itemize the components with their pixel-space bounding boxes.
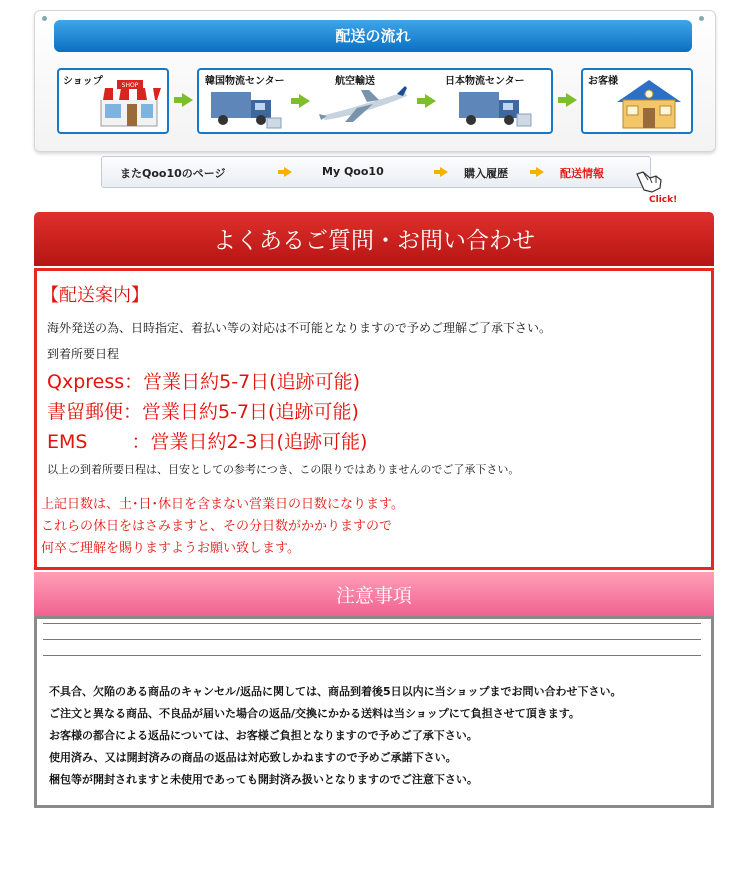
- flow-step-customer: [581, 68, 693, 134]
- shipping-info-box: [34, 268, 714, 570]
- hand-cursor-icon: [634, 168, 664, 194]
- caution-line: 梱包等が開封されますと未使用であっても開封済み扱いとなりますのでご注意下さい。: [49, 773, 478, 786]
- flow-arrow: [425, 94, 436, 108]
- truck-icon: [207, 84, 283, 130]
- caution-title: 注意事項: [335, 585, 412, 607]
- breadcrumb-item-delivery-info[interactable]: 配送情報: [560, 167, 604, 180]
- schedule-disclaimer: 以上の到着所要日程は、目安としての参考につき、この限りではありませんのでご了承下さい。: [47, 463, 520, 476]
- flow-arrow: [566, 93, 577, 107]
- caution-line: ご注文と異なる商品、不良品が届いた場合の返品/交換にかかる送料は当ショップにて負担させて頂きます。: [49, 707, 580, 720]
- shipping-info-intro: 海外発送の為、日時指定、着払い等の対応は不可能となりますので予めご理解ご了承下さい。: [47, 321, 552, 335]
- flow-arrow: [182, 93, 193, 107]
- flow-step-shop: [57, 68, 169, 134]
- click-label: Click!: [649, 195, 678, 205]
- caution-line: お客様の都合による返品については、お客様ご負担となりますので予めご了承下さい。: [49, 729, 478, 742]
- delivery-flow-title: 配送の流れ: [54, 20, 692, 52]
- schedule-qxpress: Qxpress：営業日約5-7日(追跡可能): [47, 371, 360, 393]
- flow-step-label: 航空輸送: [335, 76, 375, 87]
- flow-step-label: ショップ: [63, 76, 103, 87]
- panel-dot: [699, 16, 704, 21]
- breadcrumb-item-qoo10-page[interactable]: またQoo10のページ: [120, 167, 226, 180]
- shop-sign: SHOP: [121, 82, 139, 89]
- airplane-icon: [317, 86, 409, 126]
- breadcrumb-arrow-icon: [536, 167, 544, 177]
- caution-line: 不具合、欠陥のある商品のキャンセル/返品に関しては、商品到着後5日以内に当ショップまでお問い合わせ下さい。: [49, 685, 622, 698]
- caution-box: [34, 616, 714, 808]
- faq-title: よくあるご質問・お問い合わせ: [213, 228, 535, 254]
- flow-step-label: 韓国物流センター: [205, 76, 285, 87]
- panel-dot: [42, 16, 47, 21]
- business-days-note: これらの休日をはさみますと、その分日数がかかりますので: [41, 519, 393, 534]
- schedule-ems: EMS ：営業日約2-3日(追跡可能): [47, 431, 368, 453]
- breadcrumb-item-purchase-history[interactable]: 購入履歴: [464, 167, 508, 180]
- divider: [43, 623, 701, 624]
- business-days-note: 何卒ご理解を賜りますようお願い致します。: [41, 541, 300, 556]
- breadcrumb: [101, 156, 651, 188]
- business-days-note: 上記日数は、土･日･休日を含まない営業日の日数になります。: [41, 497, 404, 512]
- truck-icon: [455, 84, 535, 130]
- shop-icon: [95, 78, 163, 128]
- schedule-registered-mail: 書留郵便：営業日約5-7日(追跡可能): [47, 401, 359, 423]
- breadcrumb-item-my-qoo10[interactable]: My Qoo10: [322, 165, 384, 178]
- flow-step-logistics: [197, 68, 553, 134]
- divider: [43, 655, 701, 656]
- schedule-label: 到着所要日程: [47, 347, 120, 361]
- breadcrumb-arrow-icon: [284, 167, 292, 177]
- caution-line: 使用済み、又は開封済みの商品の返品は対応致しかねますので予めご承諾下さい。: [49, 751, 457, 764]
- shipping-info-heading: 【配送案内】: [41, 285, 149, 306]
- breadcrumb-arrow-icon: [440, 167, 448, 177]
- flow-step-label: お客様: [588, 76, 618, 87]
- flow-step-label: 日本物流センター: [445, 76, 525, 87]
- divider: [43, 639, 701, 640]
- house-icon: [613, 76, 685, 130]
- flow-arrow: [299, 94, 310, 108]
